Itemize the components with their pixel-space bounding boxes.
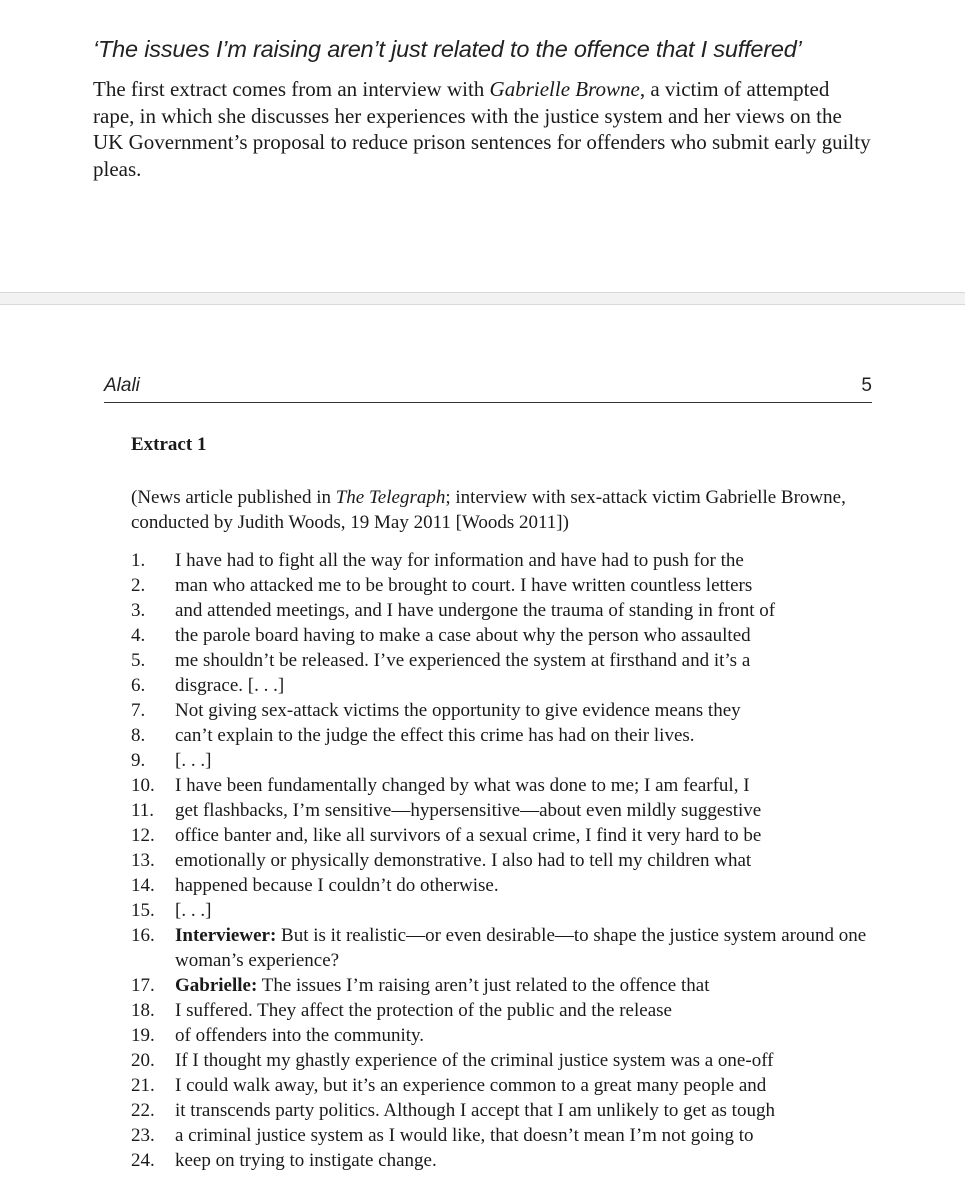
line-number: 21. [131, 1075, 155, 1096]
line-text: If I thought my ghastly experience of the criminal justice system was a one-off [175, 1050, 774, 1071]
line-text: a criminal justice system as I would like, that doesn’t mean I’m not going to [175, 1125, 754, 1146]
line-text: office banter and, like all survivors of a sexual crime, I find it very hard to be [175, 825, 762, 846]
transcript-line [131, 823, 871, 848]
transcript-line [131, 648, 871, 673]
line-number: 16. [131, 925, 155, 946]
line-number: 5. [131, 650, 146, 671]
line-number: 24. [131, 1150, 155, 1171]
line-number: 12. [131, 825, 155, 846]
transcript-line [131, 973, 871, 998]
line-text [175, 973, 871, 998]
transcript-line [131, 873, 871, 898]
line-number: 17. [131, 975, 155, 996]
intro-paragraph [93, 76, 873, 182]
line-text: [. . .] [175, 900, 212, 921]
transcript-line [131, 748, 871, 773]
transcript-line [131, 1148, 871, 1173]
line-text [175, 923, 871, 973]
transcript-line [131, 623, 871, 648]
source-text-after: ; interview with sex-attack victim Gabrielle Browne, conducted by Judith Woods, 19 May 2011 [Woods 2011]) [131, 487, 846, 533]
line-number: 7. [131, 700, 146, 721]
line-text: of offenders into the community. [175, 1025, 425, 1046]
speaker-label: Interviewer: [175, 925, 277, 946]
line-text: I have been fundamentally changed by what was done to me; I am fearful, I [175, 775, 750, 796]
intro-name: Gabrielle Browne [489, 77, 640, 101]
transcript-line [131, 598, 871, 623]
speaker-text: The issues I’m raising aren’t just related to the offence that [257, 975, 710, 996]
line-text: disgrace. [. . .] [175, 675, 285, 696]
line-number: 10. [131, 775, 155, 796]
line-text: emotionally or physically demonstrative. I also had to tell my children what [175, 850, 752, 871]
line-text: it transcends party politics. Although I accept that I am unlikely to get as tough [175, 1100, 775, 1121]
transcript-line [131, 698, 871, 723]
source-text-before: (News article published in [131, 487, 336, 508]
line-text: the parole board having to make a case about why the person who assaulted [175, 625, 751, 646]
line-number: 2. [131, 575, 146, 596]
line-text: keep on trying to instigate change. [175, 1150, 437, 1171]
transcript-line [131, 773, 871, 798]
line-number: 1. [131, 550, 146, 571]
extract-source [131, 485, 901, 535]
transcript-line [131, 898, 871, 923]
line-number: 6. [131, 675, 146, 696]
line-text: and attended meetings, and I have undergone the trauma of standing in front of [175, 600, 776, 621]
line-text: happened because I couldn’t do otherwise. [175, 875, 499, 896]
transcript-line [131, 1048, 871, 1073]
line-text: [. . .] [175, 750, 212, 771]
line-text: Not giving sex-attack victims the opportunity to give evidence means they [175, 700, 741, 721]
line-number: 15. [131, 900, 155, 921]
line-number: 9. [131, 750, 146, 771]
line-number: 14. [131, 875, 155, 896]
line-number: 22. [131, 1100, 155, 1121]
line-number: 19. [131, 1025, 155, 1046]
extract-lines [131, 548, 871, 1173]
transcript-line [131, 723, 871, 748]
transcript-line [131, 1023, 871, 1048]
transcript-line [131, 673, 871, 698]
transcript-line [131, 848, 871, 873]
line-number: 3. [131, 600, 146, 621]
transcript-line [131, 798, 871, 823]
transcript-line [131, 573, 871, 598]
transcript-line [131, 1123, 871, 1148]
line-number: 18. [131, 1000, 155, 1021]
transcript-line [131, 998, 871, 1023]
transcript-line [131, 548, 871, 573]
extract-title: Extract 1 [131, 434, 207, 455]
speaker-text: But is it realistic—or even desirable—to shape the justice system around one woman’s experience? [175, 925, 867, 971]
intro-text-after: , a victim of attempted rape, in which she discusses her experiences with the justice system and her views on the UK Government’s proposal to reduce prison sentences for offenders who submit early guilty pleas. [93, 77, 871, 181]
line-number: 20. [131, 1050, 155, 1071]
line-text: I suffered. They affect the protection of the public and the release [175, 1000, 672, 1021]
transcript-line [131, 923, 871, 973]
line-text: can’t explain to the judge the effect this crime has had on their lives. [175, 725, 695, 746]
line-text: me shouldn’t be released. I’ve experienced the system at firsthand and it’s a [175, 650, 751, 671]
line-text: man who attacked me to be brought to court. I have written countless letters [175, 575, 753, 596]
speaker-label: Gabrielle: [175, 975, 258, 996]
line-number: 11. [131, 800, 155, 821]
transcript-line [131, 1073, 871, 1098]
page-break [0, 292, 965, 305]
line-number: 23. [131, 1125, 155, 1146]
line-number: 4. [131, 625, 146, 646]
line-text: get flashbacks, I’m sensitive—hypersensitive—about even mildly suggestive [175, 800, 762, 821]
page-number: 5 [861, 375, 872, 396]
line-text: I could walk away, but it’s an experience common to a great many people and [175, 1075, 767, 1096]
source-publication: The Telegraph [335, 487, 446, 508]
line-number: 8. [131, 725, 146, 746]
section-heading: ‘The issues I’m raising aren’t just related to the offence that I suffered’ [93, 36, 802, 62]
intro-text-before: The first extract comes from an interview with [93, 77, 490, 101]
running-head [104, 375, 872, 403]
running-head-author: Alali [104, 375, 140, 396]
transcript-line [131, 1098, 871, 1123]
line-number: 13. [131, 850, 155, 871]
line-text: I have had to fight all the way for information and have had to push for the [175, 550, 744, 571]
